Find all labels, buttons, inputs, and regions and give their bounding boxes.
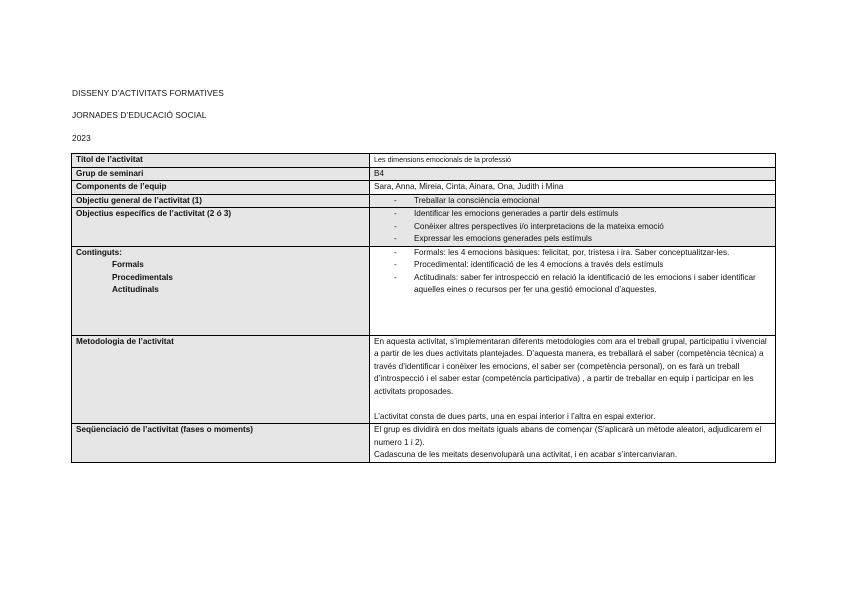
label-objectius-especifics: Objectius específics de l’activitat (2 ó 3)	[72, 208, 370, 247]
value-objectiu-general	[370, 194, 776, 208]
metodologia-paragraph-2: L’activitat consta de dues parts, una en espai interior i l’altra en espai exterior.	[374, 411, 656, 421]
value-titol: Les dimensions emocionals de la professió	[370, 154, 776, 168]
list-item	[374, 259, 770, 272]
row-objectius-especifics	[72, 208, 776, 247]
bullet-dash: -	[394, 272, 397, 282]
contingut-text: Procedimental: identificació de les 4 emocions a través dels estímuls	[414, 260, 664, 269]
list-item	[374, 247, 770, 260]
row-grup	[72, 167, 776, 181]
list-item	[374, 233, 770, 246]
row-continguts	[72, 246, 776, 335]
row-titol	[72, 154, 776, 168]
row-objectiu-general	[72, 194, 776, 208]
bullet-dash: -	[394, 209, 397, 218]
label-titol: Títol de l’activitat	[72, 154, 370, 168]
label-objectiu-general: Objectiu general de l’activitat (1)	[72, 194, 370, 208]
label-grup: Grup de seminari	[72, 167, 370, 181]
continguts-sublabel-formals: Formals	[112, 260, 144, 269]
bullet-dash: -	[394, 247, 397, 257]
value-sequenciacio	[370, 424, 776, 463]
document-header-title: DISSENY D’ACTIVITATS FORMATIVES	[72, 88, 224, 98]
value-metodologia	[370, 335, 776, 424]
continguts-sublabel-procedimentals: Procedimentals	[112, 272, 173, 282]
objectiu-general-text: Treballar la consciència emocional	[414, 195, 540, 205]
value-objectius-especifics	[370, 208, 776, 247]
value-continguts	[370, 246, 776, 335]
continguts-sublabel-actitudinals: Actitudinals	[112, 285, 159, 294]
row-sequenciacio	[72, 424, 776, 463]
objectiu-especific-text: Expressar les emocions generades pels estímuls	[414, 234, 592, 243]
list-item	[374, 272, 770, 297]
metodologia-paragraph-1: En aquesta activitat, s’implementaran diferents metodologies com ara el treball grupal, participatiu i vivencial a partir de les dues activitats plantejades. D’aquesta manera, es treballarà el saber (competència tècnica) a través d’identificar i conèixer les emocions, el saber ser (competència personal), on es farà un treball d’introspecció i el saber estar (competència participativa) , a partir de treballar en equip i participar en les activitats proposades.	[374, 336, 767, 396]
sequenciacio-paragraph-2: Cadascuna de les meitats desenvoluparà una activitat, i en acabar s’intercanviaran.	[374, 450, 678, 459]
bullet-dash: -	[394, 234, 397, 243]
document-header-event: JORNADES D’EDUCACIÓ SOCIAL	[72, 110, 207, 120]
bullet-dash: -	[394, 221, 397, 231]
list-item	[374, 221, 770, 234]
bullet-dash: -	[394, 260, 397, 269]
value-components: Sara, Anna, Mireia, Cinta, Ainara, Ona, Judith i Mina	[370, 181, 776, 195]
activity-form-table	[71, 153, 776, 463]
objectiu-especific-text: Conèixer altres perspectives i/o interpretacions de la mateixa emoció	[414, 221, 664, 231]
continguts-title: Continguts:	[76, 247, 122, 257]
bullet-dash: -	[394, 195, 397, 205]
document-header-year: 2023	[72, 133, 91, 143]
list-item	[374, 208, 770, 221]
row-components	[72, 181, 776, 195]
row-metodologia	[72, 335, 776, 424]
contingut-text: Formals: les 4 emocions bàsiques: felicitat, por, tristesa i ira. Saber conceptualitzar-les.	[414, 247, 730, 257]
label-sequenciacio: Seqüenciació de l’activitat (fases o moments)	[72, 424, 370, 463]
label-metodologia: Metodologia de l’activitat	[72, 335, 370, 424]
list-item	[374, 195, 770, 208]
value-grup: B4	[370, 167, 776, 181]
sequenciacio-paragraph-1: El grup es dividirà en dos meitats iguals abans de començar (S’aplicarà un mètode aleatori, adjudicarem el numero 1 i 2).	[374, 425, 762, 447]
contingut-text: Actitudinals: saber fer introspecció en relació la identificació de les emocions i saber identificar aquelles eines o recursos per fer una gestió emocional d’aquestes.	[414, 272, 756, 294]
objectiu-especific-text: Identificar les emocions generades a partir dels estímuls	[414, 209, 619, 218]
label-components: Components de l’equip	[72, 181, 370, 195]
label-continguts	[72, 246, 370, 335]
